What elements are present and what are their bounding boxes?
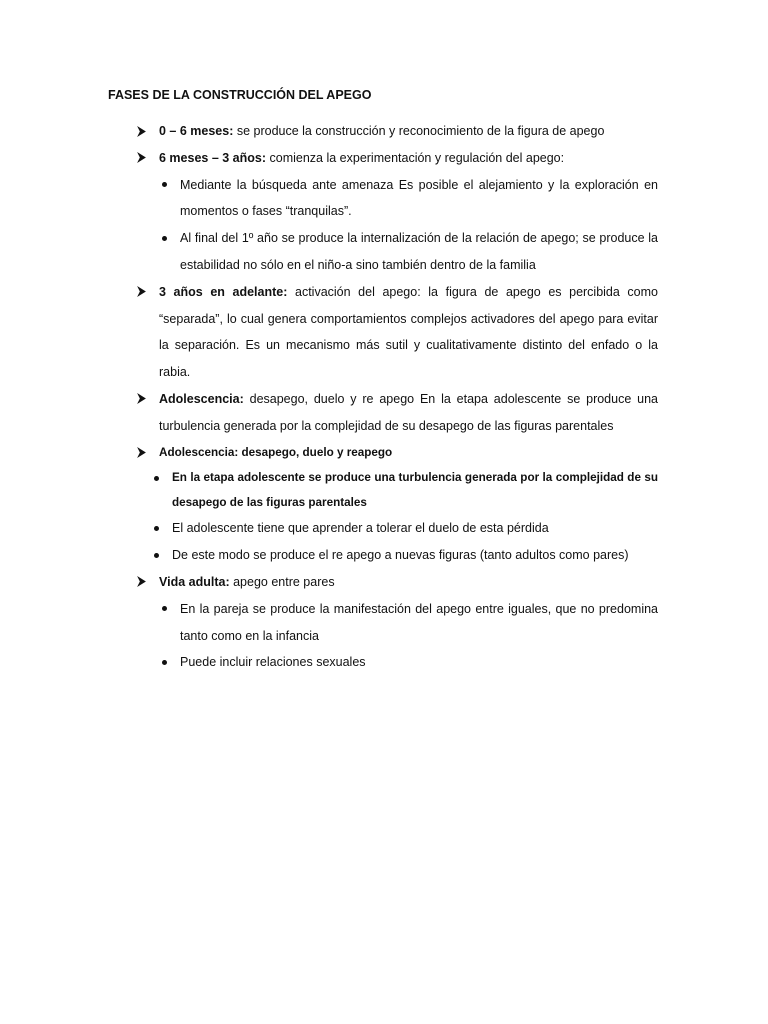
dot-bullet-icon [154,476,159,481]
list-item [134,145,658,172]
item-text: apego entre pares [229,574,335,589]
sub-item-text: De este modo se produce el re apego a nuevas figuras (tanto adultos como pares) [172,548,629,563]
item-heading: Adolescencia: desapego, duelo y reapego [159,445,393,459]
item-heading: Adolescencia: [159,391,244,406]
sub-item-text: Al final del 1º año se produce la internalización de la relación de apego; se produce la estabilidad no sólo en el niño-a sino también dentro de la familia [180,231,658,272]
list-item [134,386,658,440]
item-heading: 6 meses – 3 años: [159,150,267,165]
list-item [134,569,658,596]
dot-bullet-icon [162,606,167,611]
sub-list-item [148,466,658,515]
dot-bullet-icon [154,526,159,531]
item-text: comienza la experimentación y regulación del apego: [266,150,565,165]
sub-list [156,596,658,676]
list-item [134,118,658,145]
item-heading: 0 – 6 meses: [159,124,234,138]
arrowhead-bullet-icon [136,386,150,412]
sub-list [156,172,658,279]
document-body [134,118,658,676]
arrowhead-bullet-icon [136,145,150,171]
sub-item-text: El adolescente tiene que aprender a tolerar el duelo de esta pérdida [172,521,549,536]
item-text: activación del apego: la figura de apego es percibida como “separada”, lo cual genera comportamientos complejos activadores del apego para evitar la separación. Es un mecanismo más sutil y cualitativamente distinto del enfado o la rabia. [159,284,658,380]
sub-item-text: En la etapa adolescente se produce una turbulencia generada por la complejidad de su desapego de las figuras parentales [172,471,658,509]
dot-bullet-icon [162,236,167,241]
item-heading: 3 años en adelante: [159,284,288,299]
sub-item-text: Mediante la búsqueda ante amenaza Es posible el alejamiento y la exploración en momentos o fases “tranquilas”. [180,177,658,219]
arrowhead-bullet-icon [136,569,150,595]
arrowhead-bullet-icon [136,118,150,144]
arrowhead-bullet-icon [136,440,150,466]
sub-list-item [148,542,658,569]
item-text: desapego, duelo y re apego En la etapa adolescente se produce una turbulencia generada por la complejidad de su desapego de las figuras parentales [159,391,658,433]
arrowhead-bullet-icon [136,279,150,305]
sub-list-item [156,172,658,226]
dot-bullet-icon [162,182,167,187]
dot-bullet-icon [162,660,167,665]
sub-list [148,466,658,569]
document-title: FASES DE LA CONSTRUCCIÓN DEL APEGO [108,88,372,102]
sub-list-item [148,515,658,542]
dot-bullet-icon [154,553,159,558]
sub-item-text: En la pareja se produce la manifestación del apego entre iguales, que no predomina tanto como en la infancia [180,601,658,643]
list-item [134,279,658,386]
sub-item-text: Puede incluir relaciones sexuales [180,655,366,670]
item-heading: Vida adulta: [159,574,230,589]
list-item [134,440,658,467]
sub-list-item [156,596,658,650]
sub-list-item [156,225,658,279]
sub-list-item [156,649,658,676]
item-text: se produce la construcción y reconocimiento de la figura de apego [233,124,605,138]
